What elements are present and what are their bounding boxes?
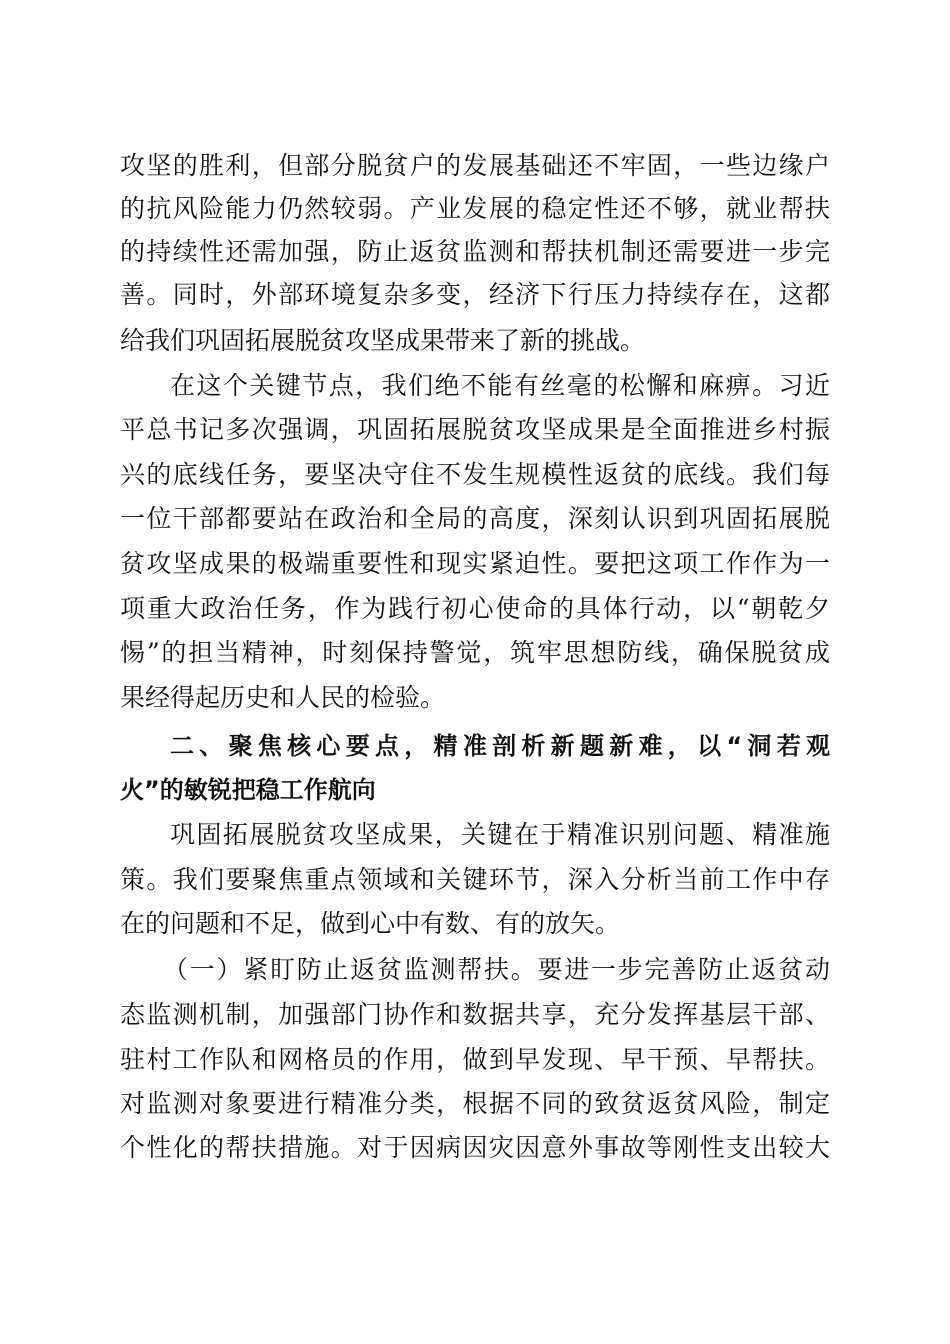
body-text-line: 巩固拓展脱贫攻坚成果，关键在于精准识别问题、精准施	[170, 820, 830, 849]
body-text-line: 的抗风险能力仍然较弱。产业发展的稳定性还不够，就业帮扶	[120, 194, 830, 223]
body-text-line: 果经得起历史和人民的检验。	[120, 683, 446, 712]
body-text-line: 一位干部都要站在政治和全局的高度，深刻认识到巩固拓展脱	[120, 504, 830, 533]
body-text-line: 驻村工作队和网格员的作用，做到早发现、早干预、早帮扶。	[120, 1045, 830, 1074]
body-text-line: 的持续性还需加强，防止返贫监测和帮扶机制还需要进一步完	[120, 237, 830, 266]
body-text-line: 兴的底线任务，要坚决守住不发生规模性返贫的底线。我们每	[120, 460, 830, 489]
body-text-line: 策。我们要聚焦重点领域和关键环节，深入分析当前工作中存	[120, 865, 830, 894]
body-text-line: 平总书记多次强调，巩固拓展脱贫攻坚成果是全面推进乡村振	[120, 415, 830, 444]
body-text-line: 对监测对象要进行精准分类，根据不同的致贫返贫风险，制定	[120, 1089, 830, 1118]
subsection-text-line: （一）紧盯防止返贫监测帮扶。要进一步完善防止返贫动	[163, 955, 830, 984]
body-text-line: 攻坚的胜利，但部分脱贫户的发展基础还不牢固，一些边缘户	[120, 151, 830, 180]
body-text-line: 在的问题和不足，做到心中有数、有的放矢。	[120, 909, 621, 938]
section-heading: 二、聚焦核心要点，精准剖析新题新难，以“洞若观	[170, 732, 830, 760]
body-text-line: 给我们巩固拓展脱贫攻坚成果带来了新的挑战。	[120, 326, 646, 355]
body-text-line: 善。同时，外部环境复杂多变，经济下行压力持续存在，这都	[120, 280, 830, 309]
body-text-line: 惕”的担当精神，时刻保持警觉，筑牢思想防线，确保脱贫成	[120, 638, 830, 667]
body-text-line: 个性化的帮扶措施。对于因病因灾因意外事故等刚性支出较大	[120, 1133, 830, 1162]
body-text-line: 在这个关键节点，我们绝不能有丝毫的松懈和麻痹。习近	[170, 371, 830, 400]
body-text-line: 贫攻坚成果的极端重要性和现实紧迫性。要把这项工作作为一	[120, 549, 830, 578]
body-text-line: 项重大政治任务，作为践行初心使命的具体行动，以“朝乾夕	[120, 594, 830, 623]
section-heading: 火”的敏锐把稳工作航向	[120, 776, 376, 804]
body-text-line: 态监测机制，加强部门协作和数据共享，充分发挥基层干部、	[120, 1000, 830, 1029]
